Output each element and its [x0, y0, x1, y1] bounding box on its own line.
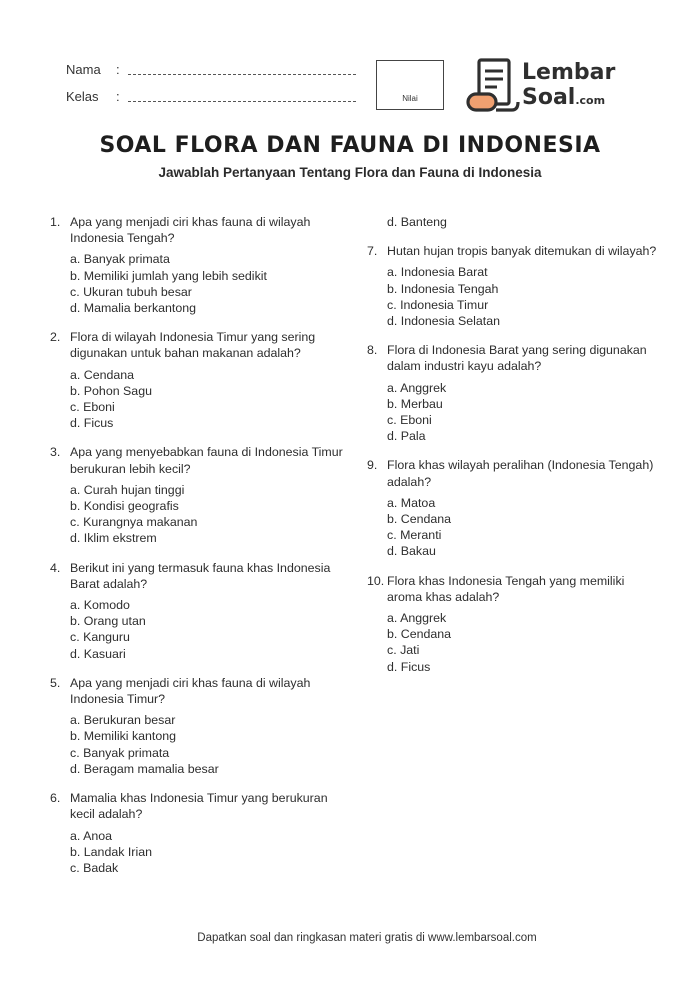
nilai-label: Nilai [402, 94, 418, 103]
nama-field [66, 62, 128, 77]
scroll-paper-icon [466, 58, 522, 114]
option[interactable]: d. Indonesia Selatan [387, 314, 500, 329]
option[interactable]: d. Kasuari [70, 646, 126, 661]
question-text: Berikut ini yang termasuk fauna khas Indonesia Barat adalah? [70, 560, 331, 591]
option[interactable]: d. Pala [387, 429, 426, 444]
question-text: Hutan hujan tropis banyak ditemukan di wilayah? [387, 244, 657, 259]
option[interactable]: c. Kanguru [70, 630, 130, 645]
logo-suffix: .com [575, 94, 606, 107]
question-7 [367, 243, 657, 329]
question-2 [50, 329, 350, 431]
question-8 [367, 342, 657, 444]
option[interactable]: a. Banyak primata [70, 252, 170, 267]
option[interactable]: a. Matoa [387, 495, 436, 510]
logo [466, 58, 626, 114]
question-number: 2. [50, 330, 61, 345]
option[interactable]: c. Meranti [387, 528, 442, 543]
option[interactable]: a. Komodo [70, 598, 130, 613]
logo-word-lembar: Lembar [522, 60, 616, 85]
question-number: 10. [367, 573, 385, 588]
option[interactable]: b. Cendana [387, 512, 452, 527]
nilai-box [376, 60, 444, 110]
question-number: 7. [367, 244, 378, 259]
option[interactable]: d. Beragam mamalia besar [70, 761, 219, 776]
question-number: 4. [50, 560, 61, 575]
question-text: Apa yang menjadi ciri khas fauna di wilayah Indonesia Timur? [70, 675, 311, 707]
footer-text: Dapatkan soal dan ringkasan materi gratis di www.lembarsoal.com [197, 932, 537, 944]
question-number: 3. [50, 445, 61, 460]
kelas-blank-line[interactable] [128, 101, 356, 102]
page-subtitle: Jawablah Pertanyaan Tentang Flora dan Fauna di Indonesia [158, 165, 542, 180]
question-1 [50, 214, 350, 316]
option[interactable]: c. Jati [387, 643, 420, 658]
option[interactable]: a. Curah hujan tinggi [70, 482, 185, 497]
option[interactable]: b. Cendana [387, 627, 452, 642]
option[interactable]: d. Bakau [387, 544, 436, 559]
question-5 [50, 675, 350, 777]
kelas-label: Kelas [66, 89, 99, 104]
logo-word-soal: Soal [522, 85, 576, 110]
option[interactable]: d. Iklim ekstrem [70, 531, 157, 546]
question-text: Apa yang menyebabkan fauna di Indonesia Timur berukuran lebih kecil? [70, 445, 343, 476]
question-text: Flora khas Indonesia Tengah yang memiliki aroma khas adalah? [387, 573, 625, 604]
option[interactable]: b. Orang utan [70, 614, 146, 629]
option[interactable]: b. Kondisi geografis [70, 499, 179, 514]
option[interactable]: c. Eboni [387, 413, 432, 428]
option[interactable]: d. Mamalia berkantong [70, 301, 197, 316]
logo-wordmark [522, 60, 615, 113]
question-6 [50, 790, 350, 876]
page-title: SOAL FLORA DAN FAUNA DI INDONESIA [99, 133, 601, 158]
questions-left-column [50, 214, 350, 889]
option[interactable]: d. Ficus [387, 659, 431, 674]
option[interactable]: c. Eboni [70, 400, 115, 415]
option[interactable]: b. Memiliki jumlah yang lebih sedikit [70, 268, 267, 283]
question-10 [367, 573, 657, 675]
question-text: Mamalia khas Indonesia Timur yang berukuran kecil adalah? [70, 791, 328, 822]
option[interactable]: b. Pohon Sagu [70, 383, 152, 398]
option[interactable]: d. Banteng [387, 215, 447, 229]
question-number: 9. [367, 458, 378, 473]
option[interactable]: a. Cendana [70, 367, 135, 382]
option[interactable]: b. Memiliki kantong [70, 729, 177, 744]
option[interactable]: a. Anoa [70, 828, 113, 843]
option[interactable]: a. Anggrek [387, 380, 447, 395]
question-text: Apa yang menjadi ciri khas fauna di wilayah Indonesia Tengah? [70, 215, 311, 246]
kelas-colon: : [116, 89, 120, 104]
question-text: Flora khas wilayah peralihan (Indonesia Tengah) adalah? [387, 458, 654, 489]
option[interactable]: c. Banyak primata [70, 745, 170, 760]
question-text: Flora di Indonesia Barat yang sering digunakan dalam industri kayu adalah? [387, 343, 647, 374]
option[interactable]: c. Ukuran tubuh besar [70, 284, 192, 299]
option[interactable]: d. Ficus [70, 416, 114, 431]
question-9 [367, 457, 657, 559]
option[interactable]: c. Kurangnya makanan [70, 515, 198, 530]
question-number: 1. [50, 215, 61, 229]
option[interactable]: a. Anggrek [387, 611, 447, 626]
question-number: 6. [50, 791, 61, 806]
option[interactable]: c. Badak [70, 860, 119, 875]
question-number: 8. [367, 343, 378, 358]
option[interactable]: b. Indonesia Tengah [387, 281, 499, 296]
option[interactable]: b. Merbau [387, 396, 443, 411]
option[interactable]: a. Berukuran besar [70, 713, 176, 728]
option[interactable]: a. Indonesia Barat [387, 265, 488, 280]
question-3 [50, 444, 350, 546]
nama-colon: : [116, 62, 120, 77]
option[interactable]: b. Landak Irian [70, 844, 152, 859]
option[interactable]: c. Indonesia Timur [387, 297, 489, 312]
nama-blank-line[interactable] [128, 74, 356, 75]
questions-right-column [367, 214, 657, 688]
question-6-continued [367, 214, 657, 230]
question-4 [50, 560, 350, 662]
question-number: 5. [50, 675, 61, 690]
nama-label: Nama [66, 62, 101, 77]
question-text: Flora di wilayah Indonesia Timur yang sering digunakan untuk bahan makanan adalah? [70, 330, 316, 361]
kelas-field [66, 89, 128, 104]
